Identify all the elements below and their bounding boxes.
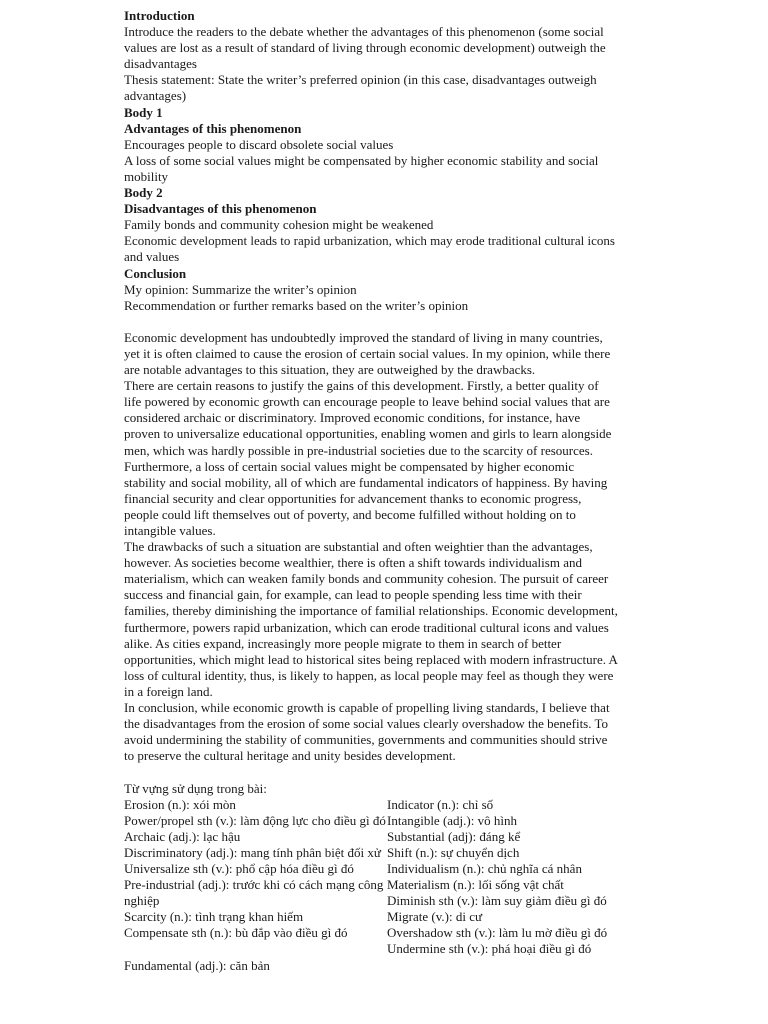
essay-outline (124, 8, 618, 314)
outline-item: A loss of some social values might be compensated by higher economic stability and social mobility (124, 152, 599, 184)
vocabulary-item: Migrate (v.): di cư (387, 909, 483, 925)
outline-heading-body-1: Body 1 (124, 104, 163, 120)
blank-line (124, 314, 618, 330)
outline-item: Economic development leads to rapid urbanization, which may erode traditional cultural icons and values (124, 233, 615, 265)
essay-paragraph-body-1: There are certain reasons to justify the gains of this development. Firstly, a better quality of life powered by economic growth can encourage people to leave behind social values that are considered archaic or discriminatory. Improved economic conditions, for instance, have proven to universalize educational opportunities, enabling women and girls to learn alongside men, which was hardly possible in pre-industrial societies due to the scarcity of resources. Furthermore, a loss of certain social values might be compensated by higher economic stability and social mobility, all of which are fundamental indicators of happiness. By having financial security and clear opportunities for advancement thanks to economic progress, people could lift themselves out of poverty, and become fulfilled without holding on to intangible values. (124, 378, 612, 538)
vocabulary-column-right (387, 781, 618, 974)
vocabulary-item: Undermine sth (v.): phá hoại điều gì đó (387, 941, 592, 957)
vocabulary-item: Erosion (n.): xói mòn (124, 796, 236, 812)
vocabulary-item: Scarcity (n.): tình trạng khan hiếm (124, 909, 304, 925)
document-page (124, 8, 618, 974)
vocabulary-item: Discriminatory (adj.): mang tính phân biệt đối xử (124, 844, 381, 860)
blank-line (124, 764, 618, 780)
vocabulary-item: Pre-industrial (adj.): trước khi có cách mạng công nghiệp (124, 877, 384, 909)
essay-paragraph-intro: Economic development has undoubtedly improved the standard of living in many countries, yet it is often claimed to cause the erosion of certain social values. In my opinion, while there are notable advantages to this situation, they are outweighed by the drawbacks. (124, 329, 611, 378)
vocabulary-item: Power/propel sth (v.): làm động lực cho điều gì đó (124, 812, 386, 828)
outline-item: Recommendation or further remarks based on the writer’s opinion (124, 297, 469, 313)
vocabulary-heading: Từ vựng sử dụng trong bài: (124, 780, 267, 796)
essay-body (124, 330, 618, 765)
outline-item: Introduce the readers to the debate whether the advantages of this phenomenon (some social values are lost as a result of standard of living through economic development) outweigh the disadvantages (124, 24, 606, 72)
outline-item: Family bonds and community cohesion might be weakened (124, 217, 434, 233)
outline-item: Thesis statement: State the writer’s preferred opinion (in this case, disadvantages outweigh advantages) (124, 72, 597, 104)
outline-item: Encourages people to discard obsolete social values (124, 136, 394, 152)
essay-paragraph-body-2: The drawbacks of such a situation are substantial and often weightier than the advantages, however. As societies become wealthier, there is often a shift towards individualism and materialism, which can weaken family bonds and community cohesion. The pursuit of career success and financial gain, for example, can lead to people spending less time with their families, thereby diminishing the importance of familial relationships. Economic development, furthermore, powers rapid urbanization, which can erode traditional cultural icons and values alike. As cities expand, increasingly more people migrate to them in search of better opportunities, which might lead to historical sites being replaced with modern infrastructure. A loss of cultural identity, thus, is likely to happen, as local people may feel as though they were in a foreign land. (124, 539, 618, 699)
vocabulary-item: Shift (n.): sự chuyển dịch (387, 844, 520, 860)
vocabulary-item: Intangible (adj.): vô hình (387, 812, 517, 828)
vocabulary-section (124, 781, 618, 974)
vocabulary-item: Diminish sth (v.): làm suy giảm điều gì đó (387, 893, 607, 909)
vocabulary-item: Materialism (n.): lối sống vật chất (387, 877, 564, 893)
essay-paragraph-conclusion: In conclusion, while economic growth is capable of propelling living standards, I believe that the disadvantages from the erosion of some social values clearly overshadow the benefits. To avoid undermining the stability of communities, governments and communities should strive to preserve the cultural heritage and unity besides development. (124, 700, 610, 764)
blank-line (124, 941, 387, 957)
outline-heading-body-2: Body 2 (124, 185, 163, 201)
vocabulary-item: Fundamental (adj.): căn bản (124, 957, 270, 973)
outline-item: My opinion: Summarize the writer’s opinion (124, 281, 357, 297)
vocabulary-item: Universalize sth (v.): phổ cập hóa điều gì đó (124, 860, 354, 876)
vocabulary-item: Archaic (adj.): lạc hậu (124, 828, 241, 844)
vocabulary-item: Overshadow sth (v.): làm lu mờ điều gì đó (387, 925, 608, 941)
vocabulary-item: Indicator (n.): chỉ số (387, 796, 494, 812)
vocabulary-column-left (124, 781, 387, 974)
vocabulary-item: Compensate sth (n.): bù đắp vào điều gì đó (124, 925, 348, 941)
vocabulary-item: Individualism (n.): chủ nghĩa cá nhân (387, 860, 582, 876)
outline-heading-conclusion: Conclusion (124, 265, 187, 281)
outline-subheading: Advantages of this phenomenon (124, 120, 302, 136)
outline-heading-introduction: Introduction (124, 8, 195, 23)
vocabulary-item: Substantial (adj): đáng kể (387, 828, 521, 844)
outline-subheading: Disadvantages of this phenomenon (124, 201, 317, 217)
